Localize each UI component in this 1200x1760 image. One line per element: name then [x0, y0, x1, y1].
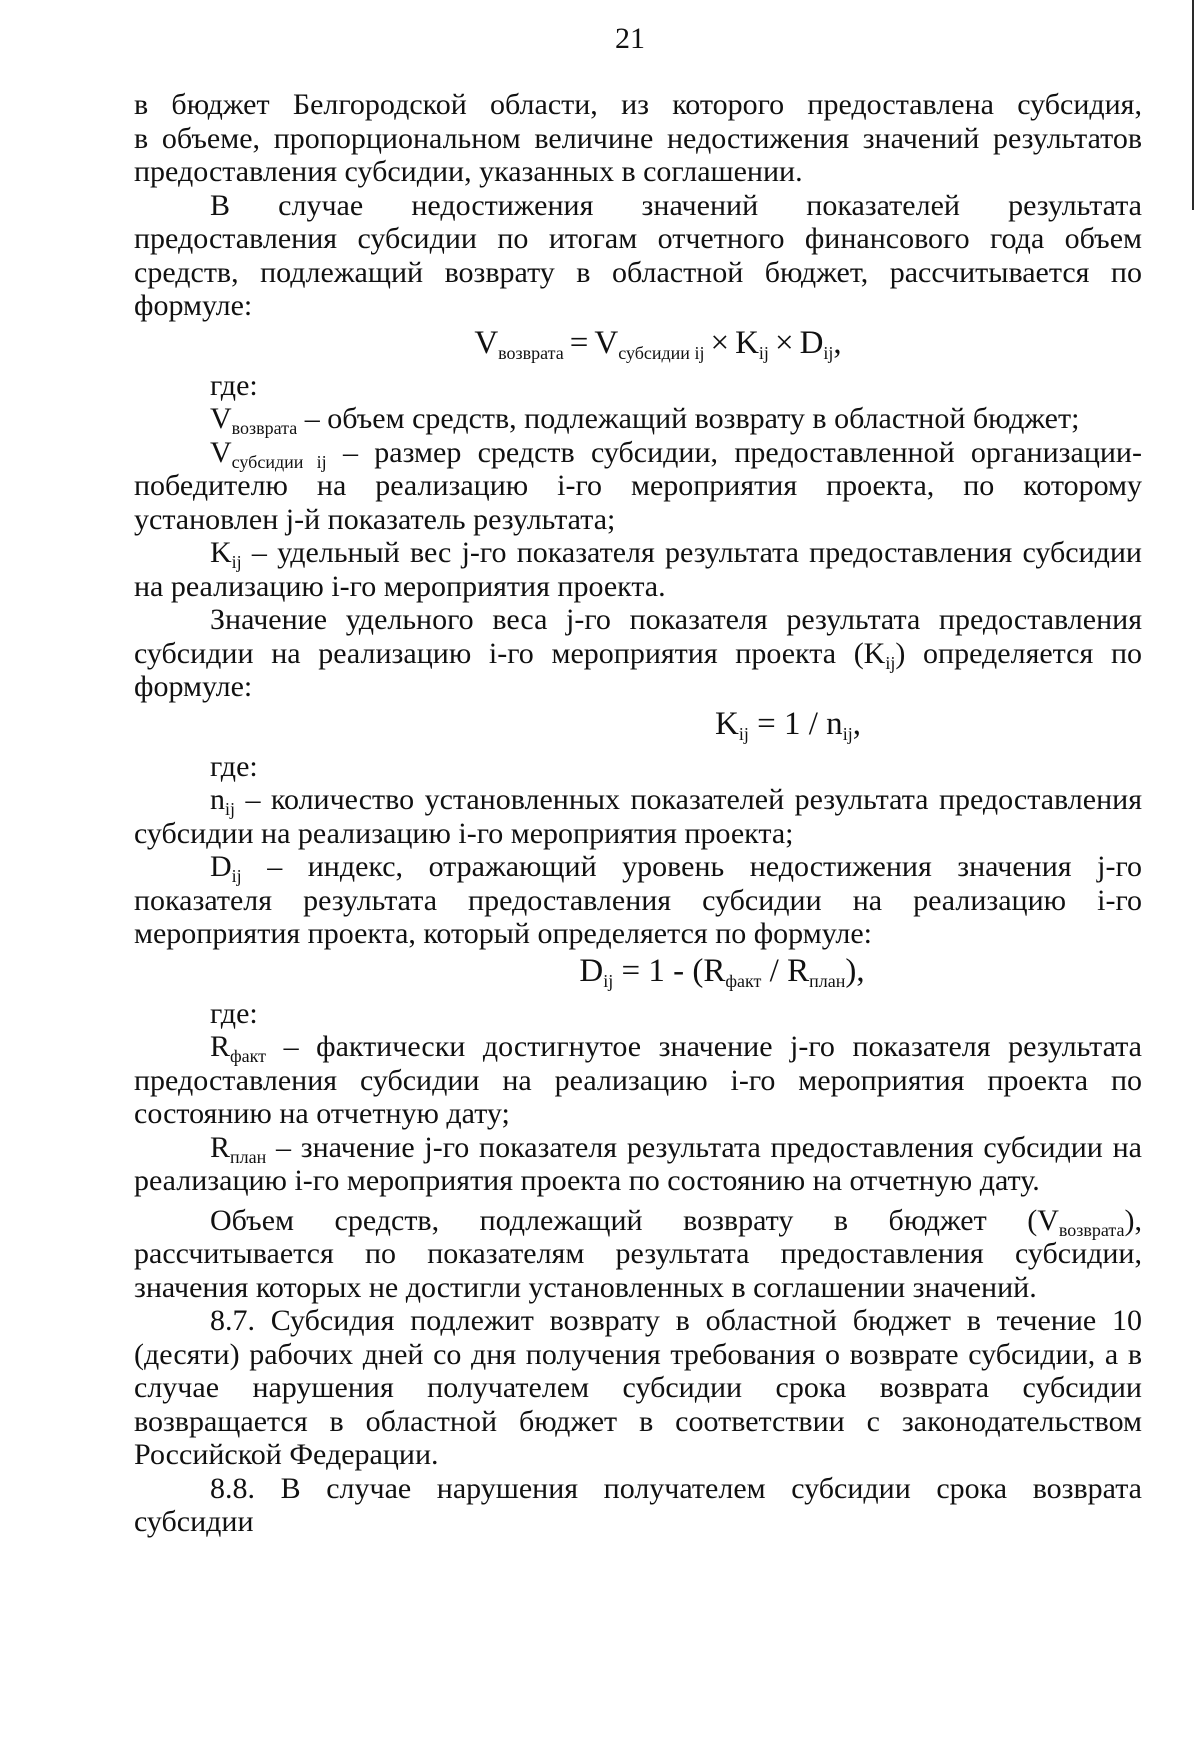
page-number: 21 — [615, 22, 645, 55]
definition-n: $n_{ij}$ – количество установленных показателей результата предоставления субсидии на реализацию i-го мероприятия проекта; — [134, 783, 1142, 850]
where-label-3: где: — [210, 996, 258, 1030]
definition-k: $K_{ij}$ – удельный вес j-го показателя результата предоставления субсидии на реализацию i-го мероприятия проекта. — [134, 536, 1142, 603]
formula-return-volume: $V_{возврата} = V_{субсидии ij} \times K_{ij} \times D_{ij}$, — [474, 324, 842, 363]
definition-v-subsidy: $V_{субсидии ij}$ – размер средств субсидии, предоставленной организации-победителю на реализацию i-го мероприятия проекта, по которому установлен j-й показатель результата; — [134, 435, 1142, 536]
paragraph-continuation-line-1: в бюджет Белгородской области, из которого предоставлена субсидия, — [134, 88, 1142, 121]
paragraph-return-volume: Объем средств, подлежащий возврату в бюджет $(V_{возврата})$, рассчитывается по показателям результата предоставления субсидии, значения которых не достигли установленных в соглашении значений. — [134, 1203, 1142, 1304]
paragraph-continuation-line-2: в объеме, пропорциональном величине недостижения значений результатов — [134, 121, 1142, 155]
formula-d: $D_{ij} = 1 - (R_{факт} / R_{план})$, — [579, 952, 865, 991]
definition-r-plan: $R_{план}$ – значение j-го показателя результата предоставления субсидии на реализацию i-го мероприятия проекта по состоянию на отчетную дату. — [134, 1130, 1142, 1197]
definition-d: $D_{ij}$ – индекс, отражающий уровень недостижения значения j-го показателя результата предоставления субсидии на реализацию i-го мероприятия проекта, который определяется по формуле: — [134, 850, 1142, 950]
paragraph-8-8: 8.8. В случае нарушения получателем субсидии срока возврата субсидии — [134, 1471, 1142, 1538]
where-label-1: где: — [210, 368, 258, 402]
definition-v-return: $V_{возврата}$ – объем средств, подлежащий возврату в областной бюджет; — [210, 402, 1080, 438]
paragraph-k-weight: Значение удельного веса j-го показателя результата предоставления субсидии на реализацию i-го мероприятия проекта $(K_{ij})$ определяется по формуле: — [134, 603, 1143, 703]
where-label-2: где: — [210, 749, 258, 783]
paragraph-return-calculation: В случае недостижения значений показателей результата предоставления субсидии по итогам отчетного финансового года объем средств, подлежащий возврату в областной бюджет, рассчитывается по формуле: — [134, 188, 1142, 322]
paragraph-continuation-line-3: предоставления субсидии, указанных в соглашении. — [134, 155, 803, 188]
formula-k: $K_{ij} = 1 / n_{ij}$, — [715, 705, 861, 744]
document-body — [134, 88, 1142, 1539]
definition-r-fact: $R_{факт}$ – фактически достигнутое значение j-го показателя результата предоставления субсидии на реализацию i-го мероприятия проекта по состоянию на отчетную дату; — [134, 1030, 1142, 1130]
paragraph-8-7: 8.7. Субсидия подлежит возврату в областной бюджет в течение 10 (десяти) рабочих дней со дня получения требования о возврате субсидии, а в случае нарушения получателем субсидии срока возврата субсидии возвращается в областной бюджет в соответствии с законодательством Российской Федерации. — [134, 1304, 1142, 1471]
